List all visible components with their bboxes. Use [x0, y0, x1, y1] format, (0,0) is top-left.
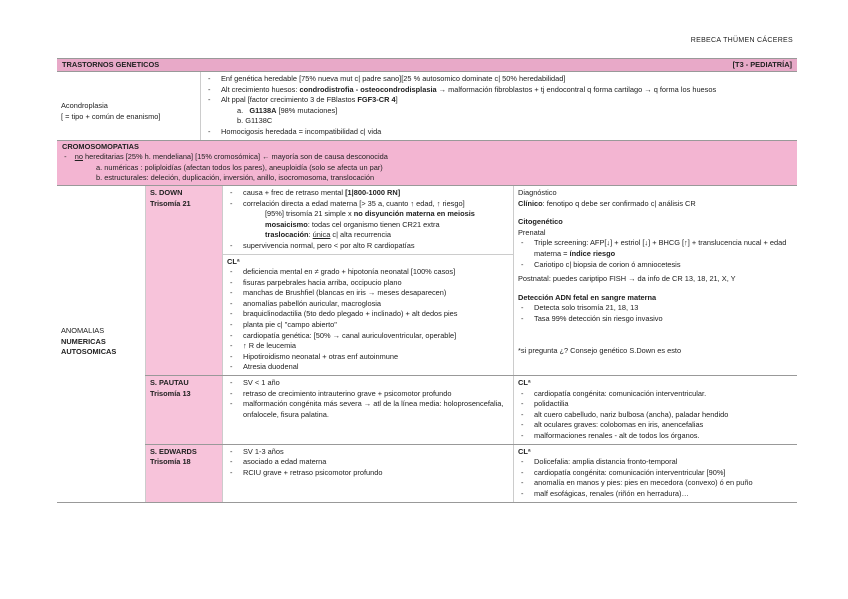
text: traslocación: [265, 230, 309, 240]
syndrome-name: [145, 445, 222, 502]
list-item: - SV 1-3 años: [227, 447, 509, 458]
list-item: - Tasa 99% detección sin riesgo invasivo: [518, 314, 793, 325]
text: Alt crecimiento huesos:: [221, 84, 300, 94]
section-heading: CROMOSOMOPATIAS: [62, 141, 139, 151]
list-item: - Dolicefalia: amplia distancia fronto-temporal: [518, 457, 793, 468]
list-item: [205, 95, 793, 127]
text: NUMERICAS: [61, 336, 106, 346]
text: G1138A: [249, 105, 277, 115]
sub-item: b. G1138C: [237, 116, 273, 126]
syndromes: [145, 186, 797, 502]
text: condrodistrofia - osteocondrodisplasia: [299, 84, 437, 94]
text-line: Postnatal: puedes cariptipo FISH → da info de CR 13, 18, 21, X, Y: [518, 274, 736, 284]
list-item: [227, 188, 509, 199]
text-line: [265, 220, 509, 231]
anomalias-block: [57, 186, 797, 503]
list-item: - cardiopatía genética: [50% → canal auriculoventricular, operable]: [227, 331, 509, 342]
text: -: [64, 152, 67, 162]
genetic-disorders-table: [57, 58, 797, 503]
text: :: [308, 230, 313, 240]
syndrome-down: [145, 186, 797, 376]
list-item: - manchas de Brushfiel (blancas en iris → meses desaparecen): [227, 288, 509, 299]
list-item: - anomalías pabellón auricular, macroglosia: [227, 299, 509, 310]
list-item: - supervivencia normal, pero < por alto R cardiopatías: [227, 241, 509, 252]
list-item: - anomalía en manos y pies: pies en mecedora (convexo) ó en puño: [518, 478, 793, 489]
list-item: - alt cuero cabelludo, nariz bulbosa (ancha), paladar hendido: [518, 410, 793, 421]
text: Trisomía 13: [150, 388, 191, 398]
text: Clínico: [518, 198, 543, 208]
acondroplasia-content: [200, 72, 797, 140]
text: única: [312, 230, 331, 240]
text: S. EDWARDS: [150, 446, 197, 456]
list-item: - braquiclinodactilia (5to dedo plegado + inclinado) + alt dedos pies: [227, 309, 509, 320]
text: FGF3-CR 4: [357, 95, 396, 105]
list-item: - asociado a edad materna: [227, 457, 509, 468]
down-subcauses: [227, 209, 509, 241]
text-line: *si pregunta ¿? Consejo genético S.Down es esto: [518, 346, 682, 356]
text: AUTOSOMICAS: [61, 347, 117, 357]
syndrome-name: [145, 186, 222, 375]
text: mosaicismo: [265, 219, 308, 229]
text: c| alta recurrencia: [330, 230, 391, 240]
text: índice riesgo: [569, 248, 616, 258]
list-item: - fisuras parpebrales hacia arriba, occipucio plano: [227, 278, 509, 289]
acondroplasia-title: Acondroplasia: [61, 101, 108, 110]
diagnosis-heading: Diagnóstico: [518, 187, 557, 197]
list-item: - malf esofágicas, renales (riñón en herradura)…: [518, 489, 793, 500]
text: [1|800-1000 RN]: [345, 187, 401, 197]
acondroplasia-label: [57, 72, 200, 140]
list-item: - malformación congénita más severa → atl de la línea media: holoprosencefalia, onfalocele, fisura palatina.: [227, 399, 509, 420]
list-item: - RCIU grave + retraso psicomotor profundo: [227, 468, 509, 479]
cromosomopatias-section: [57, 141, 797, 186]
text: Trisomía 18: [150, 457, 191, 467]
cromo-line: [62, 152, 792, 163]
list-item: - deficiencia mental en ≠ grado + hipotonía neonatal [100% casos]: [227, 267, 509, 278]
author-name: REBECA THÜMEN CÁCERES: [690, 37, 793, 44]
text: Alt ppal [factor crecimiento 3 de FBlastos: [221, 95, 358, 105]
text-line: [265, 209, 509, 220]
text: S. DOWN: [150, 187, 183, 197]
down-causes: [222, 186, 513, 375]
down-diagnosis: [513, 186, 797, 375]
list-item: - cardiopatía congénita: comunicación interventricular [90%]: [518, 468, 793, 479]
acondroplasia-subtitle: [ = tipo + común de enanismo]: [61, 111, 161, 121]
text-line: [265, 230, 509, 241]
text: no disyunción materna en meiosis: [353, 209, 475, 219]
list-item: - Atresia duodenal: [227, 362, 509, 373]
text-line: Prenatal: [518, 227, 546, 237]
patau-clinic: [513, 376, 797, 444]
text: : todas cel organismo tienen CR21 extra: [307, 219, 440, 229]
list-item: - Enf genética heredable [75% nueva mut c| padre sano][25 % autosomico dominate c| 50% heredabilidad]: [205, 74, 793, 85]
list-item: - cardiopatía congénita: comunicación interventricular.: [518, 389, 793, 400]
cromo-line: a. numéricas : poliploidías (afectan todos los pares), aneuploidía (solo se afecta un par): [96, 162, 383, 172]
list-item: - Cariotipo c| biopsia de corion ó amniocetesis: [518, 260, 793, 271]
list-item: - planta pie c| "campo abierto": [227, 320, 509, 331]
syndrome-edwards: [145, 445, 797, 502]
list-item: [518, 238, 793, 259]
list-item: - alt oculares graves: colobomas en iris, anencefalias: [518, 420, 793, 431]
list-item: - Hipotiroidismo neonatal + otras enf autoinmune: [227, 352, 509, 363]
edwards-features: [222, 445, 513, 502]
list-item: - malformaciones renales - alt de todos los órganos.: [518, 431, 793, 442]
clinic-heading: CLª: [227, 256, 240, 266]
anomalias-label: [57, 186, 145, 502]
text: Trisomía 21: [150, 198, 191, 208]
text: causa + frec de retraso mental: [243, 187, 346, 197]
list-item: - retraso de crecimiento intrauterino grave + psicomotor profundo: [227, 389, 509, 400]
text: ]: [395, 95, 398, 105]
syndrome-name: [145, 376, 222, 444]
list-item: - polidactilia: [518, 399, 793, 410]
sub-item: [221, 106, 793, 117]
text: no: [74, 152, 83, 162]
text: ANOMALIAS: [61, 325, 105, 335]
list-item: [205, 85, 793, 96]
cromo-line: b. estructurales: deleción, duplicación, inversión, anillo, isocromosoma, translocación: [96, 173, 375, 183]
table-header: [57, 58, 797, 72]
syndrome-patau: [145, 376, 797, 445]
patau-features: [222, 376, 513, 444]
clinic-heading: CLª: [518, 446, 531, 456]
list-item: - correlación directa a edad materna [> 35 a, cuanto ↑ edad, ↑ riesgo]: [227, 199, 509, 210]
text: → malformación fibroblastos + tj endocontral q forma cartilago → q forma los huesos: [436, 84, 717, 94]
list-item: - Homocigosis heredada = incompatibilidad c| vida: [205, 127, 793, 138]
text: a.: [237, 105, 244, 115]
text: [98% mutaciones]: [276, 105, 338, 115]
text-line: [518, 199, 793, 210]
list-item: - SV < 1 año: [227, 378, 509, 389]
list-item: - Detecta solo trisomía 21, 18, 13: [518, 303, 793, 314]
text: [95%] trisomía 21 simple x: [265, 209, 354, 219]
table-tag: [T3 - PEDIATRÍA]: [732, 60, 792, 69]
text: : fenotipo q debe ser confirmado c| análisis CR: [542, 198, 696, 208]
text: hereditarias [25% h. mendeliana] [15% cromosómica] ← mayoría son de causa desconocida: [82, 152, 388, 162]
list-item: - ↑ R de leucemia: [227, 341, 509, 352]
table-title: TRASTORNOS GENETICOS: [62, 60, 160, 69]
cytogenetic-heading: Citogenético: [518, 217, 563, 227]
text: S. PAUTAU: [150, 378, 189, 388]
acondroplasia-row: [57, 72, 797, 141]
divider: [223, 254, 513, 255]
text: Triple screening: AFP[↓] + estriol [↓] + BHCG [↑] + translucencia nucal + edad materna =: [534, 238, 787, 258]
edwards-clinic: [513, 445, 797, 502]
clinic-heading: CLª: [518, 378, 531, 388]
adn-heading: Detección ADN fetal en sangre materna: [518, 292, 657, 302]
